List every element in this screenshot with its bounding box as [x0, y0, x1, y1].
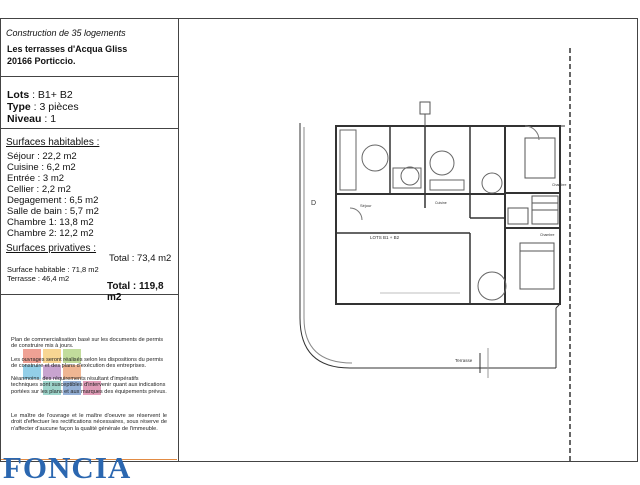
wc	[508, 208, 528, 224]
habitable-total: Total : 73,4 m2	[109, 253, 172, 264]
storage	[340, 130, 356, 190]
door-swing	[350, 208, 362, 220]
lot-label: LOTS B1 + B2	[370, 235, 400, 240]
surface-item: Salle de bain : 5,7 m2	[7, 206, 99, 217]
lots-row	[7, 89, 73, 101]
project-city: 20166 Porticcio.	[7, 56, 76, 66]
surface-item: Entrée : 3 m2	[7, 173, 65, 184]
sejour-label: Séjour	[360, 203, 372, 208]
type-row	[7, 101, 79, 113]
type-label: Type	[7, 101, 31, 113]
surface-item: Degagement : 6,5 m2	[7, 195, 99, 206]
kitchen-counter	[430, 180, 464, 190]
surface-habitable: Surface habitable : 71,8 m2	[7, 265, 99, 274]
fixture-circle	[362, 145, 388, 171]
project-name: Les terrasses d'Acqua Gliss	[7, 44, 128, 54]
surface-item: Cuisine : 6,2 m2	[7, 162, 76, 173]
info-column	[1, 19, 179, 485]
fixture-circle	[401, 167, 419, 185]
privative-total: Total : 119,8 m2	[107, 281, 164, 303]
chambre-label: Chambre	[540, 233, 555, 237]
chambre-label: Chambre	[552, 183, 567, 187]
surface-item: Chambre 2: 12,2 m2	[7, 228, 94, 239]
project-title: Construction de 35 logements	[6, 28, 126, 38]
surface-item: Séjour : 22,2 m2	[7, 151, 77, 162]
surfaces-habitables-title: Surfaces habitables :	[6, 137, 100, 148]
disclaimer-p4: Le maître de l'ouvrage et le maître d'oeuvre se réservent le droit d'effectuer les rectifications nécessaires, sous réserve de n'affecter d'aucune façon la qualité générale de l'immeuble.	[11, 413, 167, 432]
disclaimer-p3: Néanmoins, des réquirements résultant d'impératifs techniques sont susceptibles d'intervenir quant aux indications portées sur les plans et aux marques des équipements prévus.	[11, 376, 167, 395]
surface-terrasse: Terrasse : 46,4 m2	[7, 274, 70, 283]
terrasse-label: Terrasse	[455, 358, 473, 363]
fixture-circle	[430, 151, 454, 175]
disclaimer-p2: Les ouvrages seront réalisés selon les dispositions du permis de construire et des plans d'exécution des entreprises.	[11, 357, 164, 370]
surface-item: Chambre 1: 13,8 m2	[7, 217, 94, 228]
floor-plan-drawing	[180, 18, 636, 462]
terrace-inner	[304, 127, 352, 363]
floor-plan	[180, 18, 636, 462]
project-box	[1, 19, 178, 77]
type-value: : 3 pièces	[30, 101, 79, 113]
foncia-logo: FONCIA	[3, 450, 132, 485]
terrace-outline	[300, 123, 556, 368]
lots-value: : B1+ B2	[29, 89, 73, 101]
surfaces-privatives-title: Surfaces privatives :	[6, 243, 97, 254]
plan-marker: D	[311, 200, 317, 207]
cuisine-label: Cuisine	[435, 201, 447, 205]
disclaimer-p1: Plan de commercialisation basé sur les documents de permis de construire mis à jours.	[11, 337, 164, 350]
vent-box	[420, 102, 430, 114]
surface-item: Cellier : 2,2 m2	[7, 184, 71, 195]
niveau-row	[7, 113, 56, 125]
fixture-circle	[478, 272, 506, 300]
lots-label: Lots	[7, 89, 30, 101]
niveau-value: : 1	[41, 113, 57, 125]
bed	[525, 138, 555, 178]
niveau-label: Niveau	[7, 113, 42, 125]
fixture-circle	[482, 173, 502, 193]
bed	[520, 243, 554, 289]
